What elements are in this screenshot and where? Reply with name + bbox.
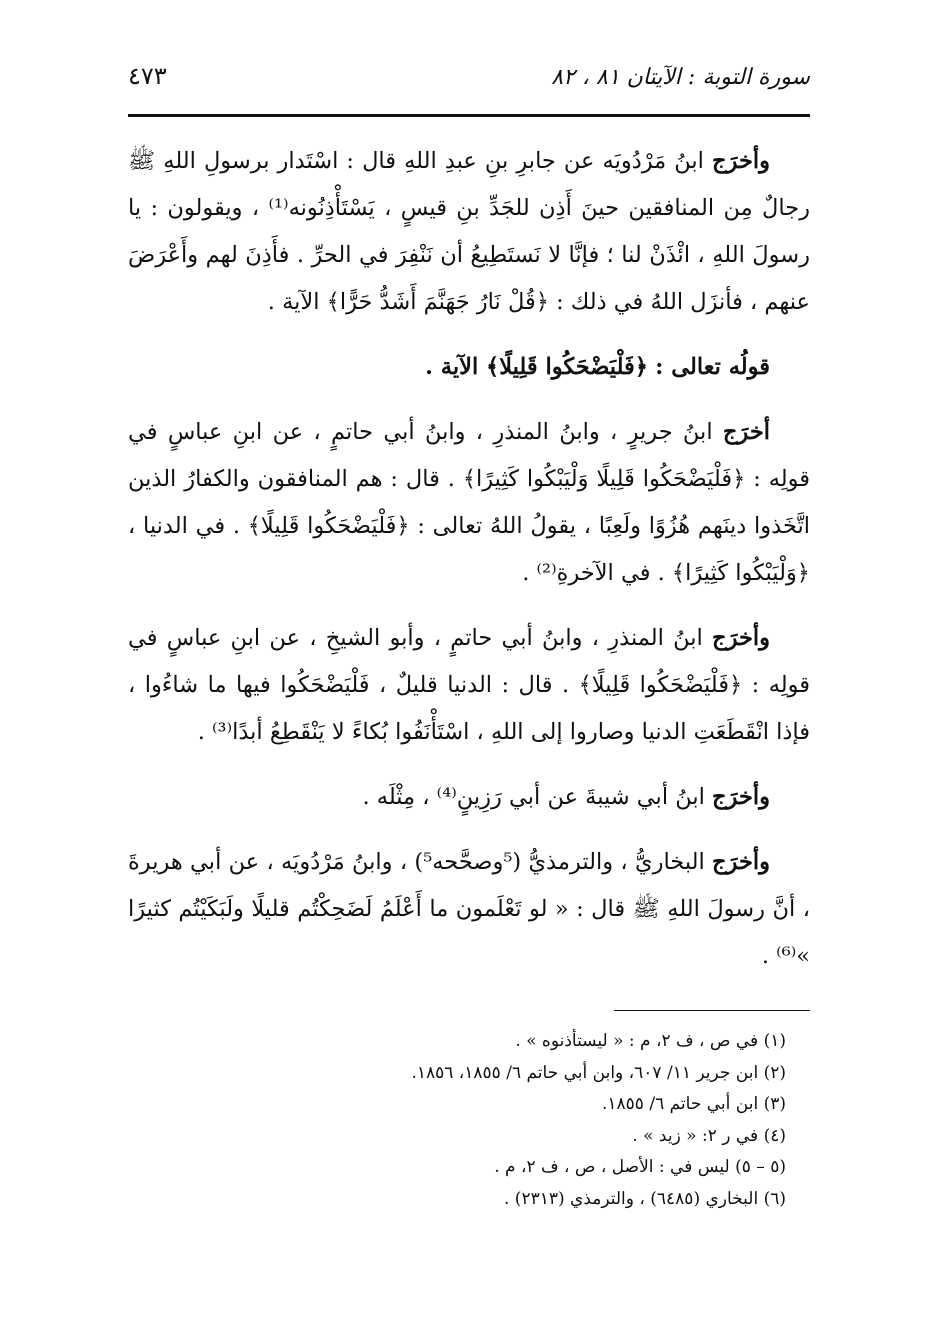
footnotes — [128, 1026, 810, 1215]
paragraph-text: ابنُ أبي شيبةَ عن أبي رَزِينٍ⁽⁴⁾ ، مِثْلَه . — [362, 784, 705, 810]
paragraph-lead: أخرَج — [722, 419, 770, 445]
main-text — [128, 138, 810, 998]
paragraph-1 — [128, 138, 810, 326]
running-title: سورة التوبة : الآيتان ٨١ ، ٨٢ — [551, 65, 810, 90]
header-rule — [128, 114, 810, 117]
paragraph-4 — [128, 774, 810, 821]
paragraph-lead: وأخرَج — [712, 625, 771, 651]
page-number: ٤٧٣ — [128, 62, 167, 90]
footnote-5: (٥ – ٥) ليس في : الأصل ، ص ، ف ٢، م . — [494, 1157, 786, 1177]
paragraph-3 — [128, 615, 810, 756]
footnote-rule — [614, 1010, 810, 1011]
verse-heading — [128, 344, 810, 391]
footnote-2: (٢) ابن جرير ١١/ ٦٠٧، وابن أبي حاتم ٦/ ١٨٥٥، ١٨٥٦. — [411, 1062, 786, 1083]
heading-verse: ﴿فَلْيَضْحَكُوا قَلِيلًا﴾ الآية . — [425, 354, 648, 380]
paragraph-lead: وأخرَج — [712, 849, 770, 875]
footnote-6: (٦) البخاري (٦٤٨٥) ، والترمذي (٢٣١٣) . — [504, 1188, 786, 1209]
paragraph-lead: وأخرَج — [712, 784, 770, 810]
footnote-1: (١) في ص ، ف ٢، م : « ليستأذنوه » . — [515, 1031, 786, 1051]
paragraph-2 — [128, 409, 810, 597]
page-header — [128, 62, 810, 90]
paragraph-lead: وأخرَج — [712, 148, 770, 174]
footnote-3: (٣) ابن أبي حاتم ٦/ ١٨٥٥. — [601, 1094, 786, 1114]
paragraph-text: ابنُ مَرْدُويَه عن جابرِ بنِ عبدِ اللهِ قال : اسْتَدار برسولِ اللهِ ﷺ رجالٌ مِن المنافقين حينَ أَذِن للجَدِّ بنِ قيسٍ ، يَسْتَأْذِنُونه⁽¹⁾ ، ويقولون : يا رسولَ اللهِ ، ائْذَنْ لنا ؛ فإنَّا لا نَستَطِيعُ أن نَنْفِرَ في الحرِّ . فأَذِنَ لهم وأَعْرَضَ عنهم ، فأنزَل اللهُ في ذلك : ﴿قُلْ نَارُ جَهَنَّمَ أَشَدُّ حَرًّا﴾ الآية . — [128, 148, 811, 315]
paragraph-text: ابنُ جريرٍ ، وابنُ المنذرِ ، وابنُ أبي حاتمٍ ، عن ابنِ عباسٍ في قولِه : ﴿فَلْيَضْحَكُوا قَلِيلًا وَلْيَبْكُوا كَثِيرًا﴾ . قال : هم المنافقون والكفارُ الذين اتَّخَذوا دينَهم هُزُوًا ولَعِبًا ، يقولُ اللهُ تعالى : ﴿فَلْيَضْحَكُوا قَلِيلًا﴾ . في الدنيا ، ﴿وَلْيَبْكُوا كَثِيرًا﴾ . في الآخرةِ⁽²⁾ . — [128, 419, 810, 586]
paragraph-text: البخاريُّ ، والترمذيُّ (⁵وصحَّحه⁵) ، وابنُ مَرْدُويَه ، عن أبي هريرةَ ، أنَّ رسولَ اللهِ ﷺ قال : « لو تَعْلَمون ما أَعْلَمُ لَضَحِكْتُم قليلًا ولَبَكَيْتُم كثيرًا »⁽⁶⁾ . — [128, 849, 810, 969]
paragraph-5 — [128, 839, 810, 980]
footnote-4: (٤) في ر ٢: « زيد » . — [632, 1125, 786, 1146]
heading-lead: قولُه تعالى : — [655, 354, 770, 380]
paragraph-text: ابنُ المنذرِ ، وابنُ أبي حاتمٍ ، وأبو الشيخِ ، عن ابنِ عباسٍ في قولِه : ﴿فَلْيَضْحَكُوا قَلِيلًا﴾ . قال : الدنيا قليلٌ ، فَلْيَضْحَكُوا فيها ما شاءُوا ، فإذا انْقَطَعَتِ الدنيا وصاروا إلى اللهِ ، اسْتَأْنَفُوا بُكاءً لا يَنْقَطِعُ أبدًا⁽³⁾ . — [128, 625, 810, 745]
